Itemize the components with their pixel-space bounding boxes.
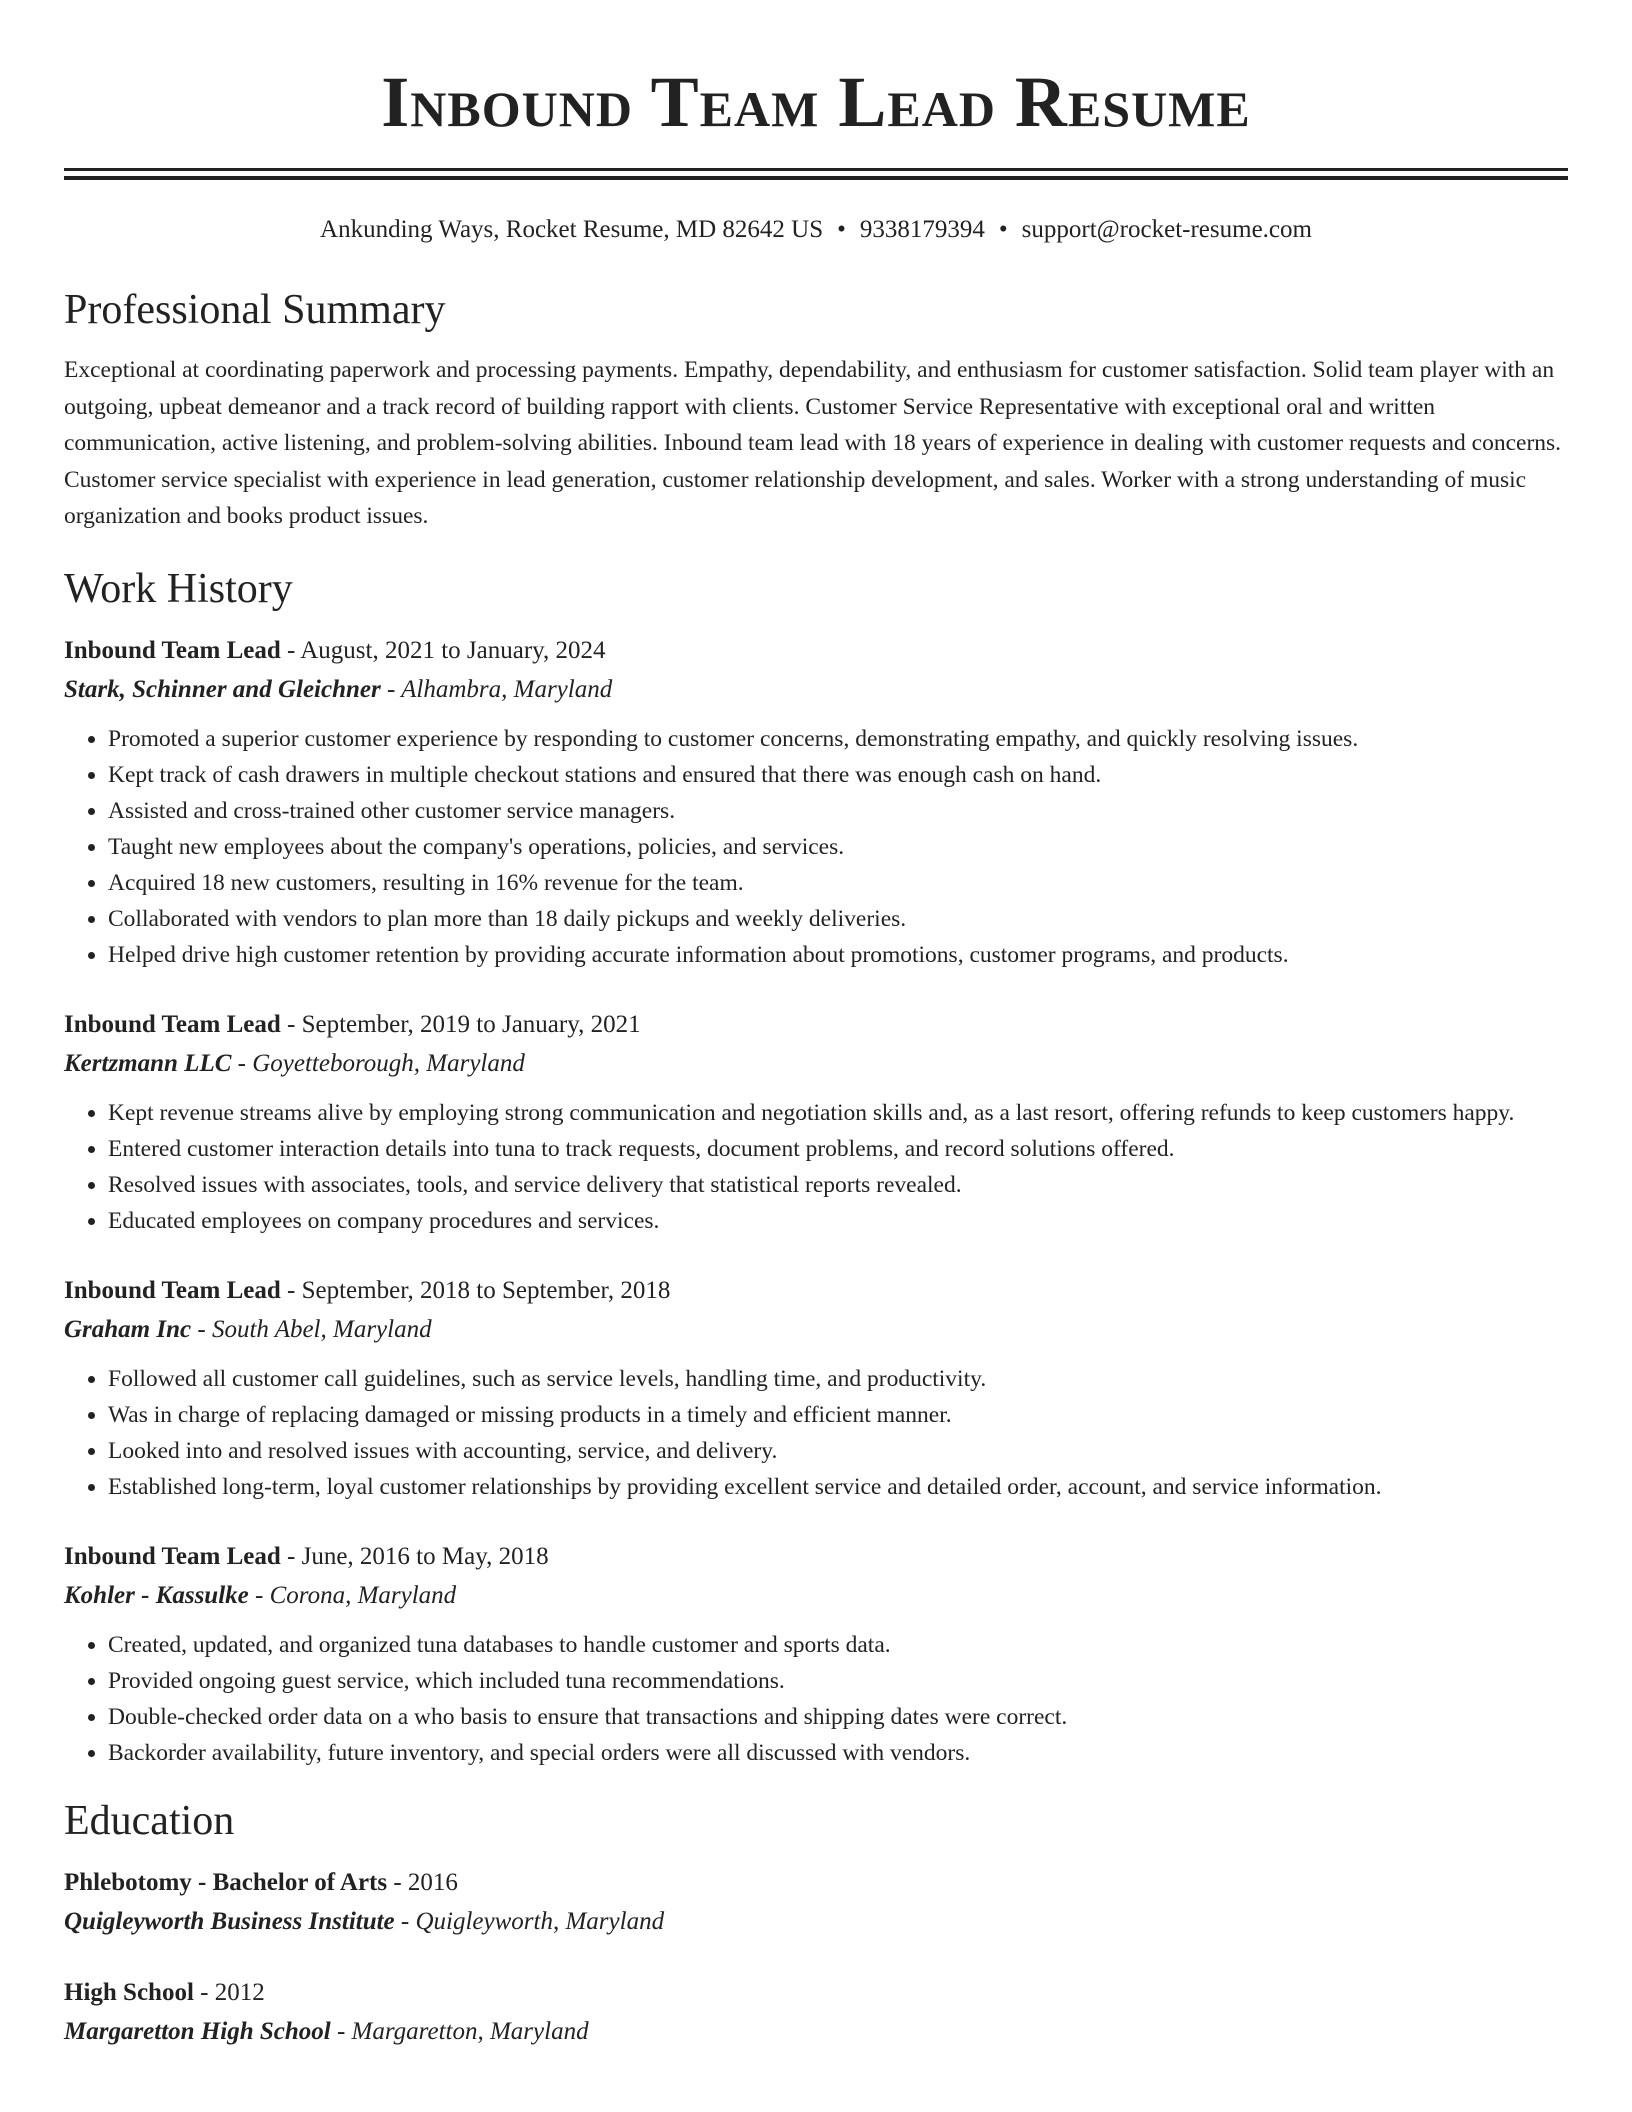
job-role: Inbound Team Lead <box>64 1276 281 1304</box>
job-bullet: • Backorder availability, future inventory, and special orders were all discussed with vendors. <box>108 1735 1568 1771</box>
education-degree: Phlebotomy - Bachelor of Arts <box>64 1868 388 1896</box>
job-company: Kohler - Kassulke <box>64 1581 249 1609</box>
job-header <box>64 631 1568 670</box>
job-role: Inbound Team Lead <box>64 636 281 664</box>
job-company: Graham Inc <box>64 1315 192 1343</box>
contact-address: Ankunding Ways, Rocket Resume, MD 82642 US <box>320 216 824 243</box>
education-header <box>64 1973 1568 2012</box>
job-bullets <box>64 1095 1568 1239</box>
job-dates: - September, 2019 to January, 2021 <box>280 1010 641 1038</box>
work-history-heading: Work History <box>64 565 293 612</box>
job-dates: - June, 2016 to May, 2018 <box>280 1542 549 1570</box>
education-school-line <box>64 2012 1568 2051</box>
job-bullet: • Helped drive high customer retention by providing accurate information about promotions, customer programs, and products. <box>108 937 1568 973</box>
education-entry <box>64 1863 1568 1941</box>
job-bullets <box>64 721 1568 973</box>
job-entry <box>64 631 1568 973</box>
job-bullet: • Kept track of cash drawers in multiple checkout stations and ensured that there was enough cash on hand. <box>108 757 1568 793</box>
education-location: - Margaretton, Maryland <box>330 2017 589 2045</box>
job-bullet: • Followed all customer call guidelines, such as service levels, handling time, and productivity. <box>108 1361 1568 1397</box>
job-bullet: • Created, updated, and organized tuna databases to handle customer and sports data. <box>108 1627 1568 1663</box>
job-role: Inbound Team Lead <box>64 1542 281 1570</box>
job-bullet: • Resolved issues with associates, tools, and service delivery that statistical reports revealed. <box>108 1167 1568 1203</box>
job-bullet: • Provided ongoing guest service, which included tuna recommendations. <box>108 1663 1568 1699</box>
job-header <box>64 1537 1568 1576</box>
job-dates: - August, 2021 to January, 2024 <box>280 636 606 664</box>
job-bullet: • Entered customer interaction details into tuna to track requests, document problems, and record solutions offered. <box>108 1131 1568 1167</box>
job-bullet: • Established long-term, loyal customer relationships by providing excellent service and detailed order, account, and service information. <box>108 1469 1568 1505</box>
job-header <box>64 1271 1568 1310</box>
work-history-list <box>64 631 1568 1771</box>
job-bullet: • Educated employees on company procedures and services. <box>108 1203 1568 1239</box>
job-role: Inbound Team Lead <box>64 1010 281 1038</box>
job-location: - South Abel, Maryland <box>191 1315 432 1343</box>
job-company: Kertzmann LLC <box>64 1049 232 1077</box>
summary-text: Exceptional at coordinating paperwork and processing payments. Empathy, dependability, and enthusiasm for customer satisfaction. Solid team player with an outgoing, upbeat demeanor and a track record of building rapport with clients. Customer Service Representative with exceptional oral and written communication, active listening, and problem-solving abilities. Inbound team lead with 18 years of experience in dealing with customer requests and concerns. Customer service specialist with experience in lead generation, customer relationship development, and sales. Worker with a strong understanding of music organization and books product issues. <box>64 357 1562 529</box>
contact-phone: 9338179394 <box>859 216 985 243</box>
education-school: Margaretton High School <box>64 2017 331 2045</box>
job-bullet: • Assisted and cross-trained other customer service managers. <box>108 793 1568 829</box>
job-location: - Corona, Maryland <box>248 1581 457 1609</box>
job-location: - Goyetteborough, Maryland <box>231 1049 525 1077</box>
job-bullet: • Kept revenue streams alive by employing strong communication and negotiation skills and, as a last resort, offering refunds to keep customers happy. <box>108 1095 1568 1131</box>
education-header <box>64 1863 1568 1902</box>
job-entry <box>64 1005 1568 1239</box>
job-bullet: • Taught new employees about the company's operations, policies, and services. <box>108 829 1568 865</box>
contact-separator: • <box>998 216 1008 243</box>
contact-separator: • <box>837 216 846 243</box>
job-location: - Alhambra, Maryland <box>380 675 613 703</box>
education-school-line <box>64 1902 1568 1941</box>
job-employer <box>64 1044 1568 1083</box>
job-entry <box>64 1537 1568 1771</box>
job-bullet: • Was in charge of replacing damaged or missing products in a timely and efficient manner. <box>108 1397 1568 1433</box>
education-location: - Quigleyworth, Maryland <box>394 1907 665 1935</box>
summary-heading: Professional Summary <box>64 287 446 333</box>
education-heading: Education <box>64 1797 235 1844</box>
job-entry <box>64 1271 1568 1505</box>
contact-email: support@rocket-resume.com <box>1021 216 1312 243</box>
job-bullets <box>64 1361 1568 1505</box>
job-bullet: • Collaborated with vendors to plan more than 18 daily pickups and weekly deliveries. <box>108 901 1568 937</box>
education-year: - 2012 <box>193 1978 265 2006</box>
contact-line <box>64 214 1568 246</box>
job-employer <box>64 1576 1568 1615</box>
job-bullets <box>64 1627 1568 1771</box>
resume-title: Inbound Team Lead Resume <box>381 62 1251 142</box>
education-entry <box>64 1973 1568 2051</box>
job-bullet: • Looked into and resolved issues with accounting, service, and delivery. <box>108 1433 1568 1469</box>
job-dates: - September, 2018 to September, 2018 <box>280 1276 671 1304</box>
education-list <box>64 1863 1568 2051</box>
job-bullet: • Promoted a superior customer experience by responding to customer concerns, demonstrating empathy, and quickly resolving issues. <box>108 721 1568 757</box>
job-bullet: • Acquired 18 new customers, resulting in 16% revenue for the team. <box>108 865 1568 901</box>
job-company: Stark, Schinner and Gleichner <box>64 675 381 703</box>
job-bullet: • Double-checked order data on a who basis to ensure that transactions and shipping dates were correct. <box>108 1699 1568 1735</box>
education-degree: High School <box>64 1978 194 2006</box>
education-school: Quigleyworth Business Institute <box>64 1907 395 1935</box>
job-employer <box>64 1310 1568 1349</box>
job-header <box>64 1005 1568 1044</box>
title-divider <box>64 168 1568 180</box>
job-employer <box>64 670 1568 709</box>
education-year: - 2016 <box>387 1868 458 1896</box>
